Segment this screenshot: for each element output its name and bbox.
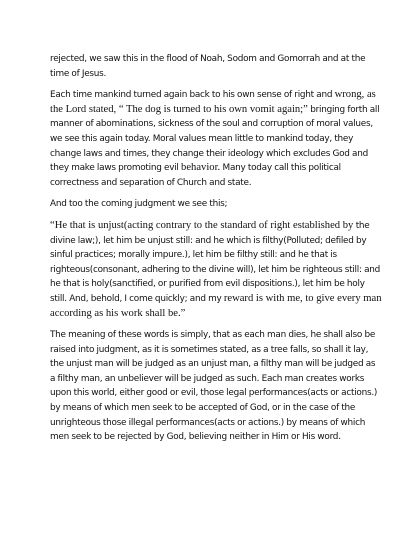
paragraph-text: bringing forth all manner of abominations, sickness of the soul and corruption of moral values, we see this again today. Moral values mean little to mankind today, they change laws and times, they change their ideology which excludes God and they make laws promoting evil bbox=[50, 104, 380, 174]
paragraph-text: And too the coming judgment we see this; bbox=[50, 199, 228, 210]
document-body bbox=[50, 52, 382, 452]
paragraph-scripture-quote bbox=[50, 219, 382, 321]
scripture-quote-opening: “He that is unjust(acting contrary to the standard of right established by bbox=[50, 219, 354, 231]
paragraph-sense-of-right-and-wrong bbox=[50, 88, 382, 190]
paragraph-flood-of-noah bbox=[50, 52, 382, 81]
scripture-quote-closing: reward is with me, to give every man according as his work shall be.” bbox=[50, 292, 382, 319]
paragraph-meaning-of-words bbox=[50, 328, 382, 445]
scripture-quote-body: the divine law;), let him be unjust still: and he which is filthy(Polluted; defiled by sinful practices; morally impure.), let him be filthy still: and he that is righteous(consonant, adhering to the divine will), let him be righteous still: and he that is holy(sanctified, or purified from evil dispositions.), let him be holy still. And, behold, I come quickly; and my bbox=[50, 220, 381, 304]
paragraph-text: rejected, we saw this in the flood of Noah, Sodom and Gomorrah and at the time of Jesus. bbox=[50, 54, 366, 79]
paragraph-text-emphasis: behavior. bbox=[181, 162, 221, 174]
paragraph-text: The meaning of these words is simply, that as each man dies, he shall also be raised into judgment, as it is sometimes stated, as a tree falls, so shall it lay, the unjust man will be judged as an unjust man, a filthy man will be judged as a filthy man, an unbeliever will be judged as such. Each man creates works upon this world, either good or evil, those legal performances(acts or actions.) by means of which men seek to be accepted of God, or in the case of the unrighteous those illegal performances(acts or actions.) by means of which men seek to be rejected by God, believing neither in Him or His word. bbox=[50, 330, 378, 443]
paragraph-text: Each time mankind turned again back to his own sense of right and bbox=[50, 90, 335, 101]
paragraph-text: Many today call this political correctness and separation of Church and state. bbox=[50, 163, 341, 188]
paragraph-coming-judgment-intro bbox=[50, 197, 382, 212]
scripture-quote-dog: wrong, as the Lord stated, “ The dog is turned to his own vomit again;” bbox=[50, 89, 376, 115]
